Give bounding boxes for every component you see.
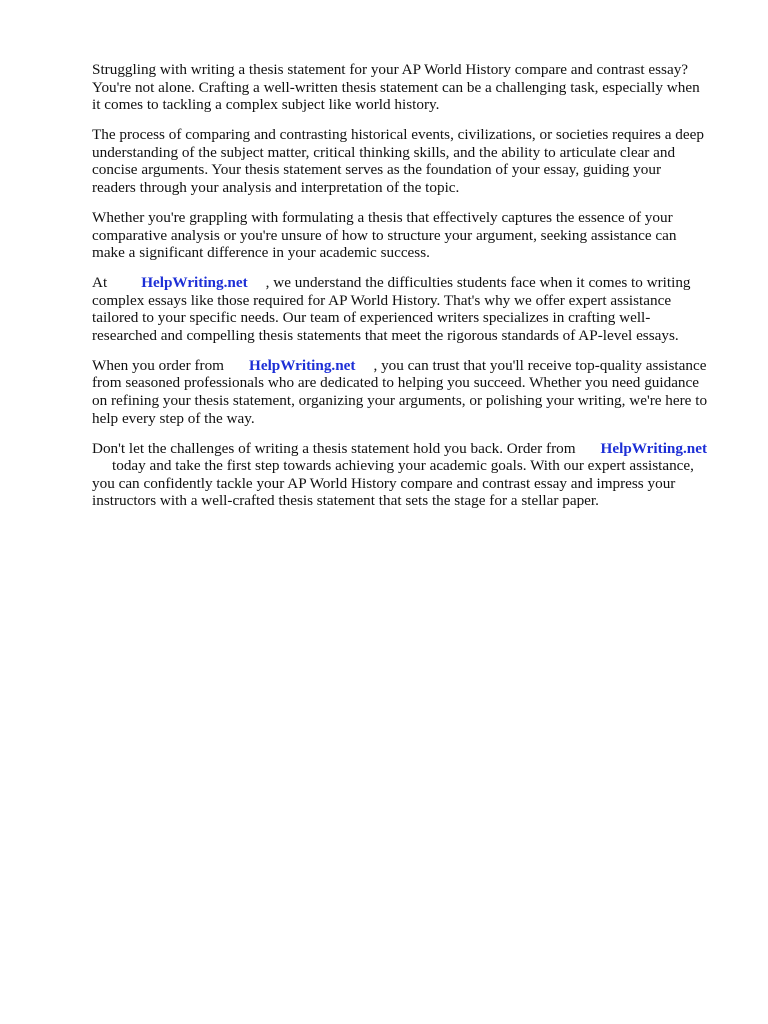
paragraph-text-before-link: Don't let the challenges of writing a thesis statement hold you back. Order from — [92, 439, 576, 457]
paragraph-text-after-link: , we understand the difficulties students face when it comes to writing complex essays like those required for AP World History. That's why we offer expert assistance tailored to your specific needs. Our team of experienced writers specializes in crafting well- researched and compelling thesis statements that meet the rigorous standards of AP-level essays. — [92, 274, 691, 344]
paragraph-helpwriting-intro — [92, 274, 724, 344]
paragraph-text-after-link: today and take the first step towards achieving your academic goals. With our expert assistance, you can confidently tackle your AP World History compare and contrast essay and impress your instructors with a well-crafted thesis statement that sets the stage for a stellar paper. — [92, 457, 694, 510]
helpwriting-link[interactable]: HelpWriting.net — [141, 274, 248, 292]
paragraph-text-after-link: , you can trust that you'll receive top-quality assistance from seasoned professionals who are dedicated to helping you succeed. Whether you need guidance on refining your thesis statement, organizing your arguments, or polishing your writing, we're here to help every step of the way. — [92, 356, 708, 427]
paragraph-text-before-link: At — [92, 274, 108, 292]
paragraph-closing — [92, 440, 724, 510]
document-body — [92, 61, 724, 522]
helpwriting-link[interactable]: HelpWriting.net — [600, 439, 708, 457]
helpwriting-link[interactable]: HelpWriting.net — [249, 356, 356, 374]
paragraph-intro: Struggling with writing a thesis statement for your AP World History compare and contrast essay? You're not alone. Crafting a well-written thesis statement can be a challenging task, especially when it comes to tackling a complex subject like world history. — [92, 61, 700, 114]
paragraph-process: The process of comparing and contrasting historical events, civilizations, or societies requires a deep understanding of the subject matter, critical thinking skills, and the ability to articulate clear and concise arguments. Your thesis statement serves as the foundation of your essay, guiding your readers through your analysis and interpretation of the topic. — [92, 126, 704, 196]
paragraph-text-before-link: When you order from — [92, 356, 225, 374]
paragraph-order — [92, 357, 724, 427]
paragraph-assistance: Whether you're grappling with formulating a thesis that effectively captures the essence of your comparative analysis or you're unsure of how to structure your argument, seeking assistance can make a significant difference in your academic success. — [92, 208, 677, 262]
